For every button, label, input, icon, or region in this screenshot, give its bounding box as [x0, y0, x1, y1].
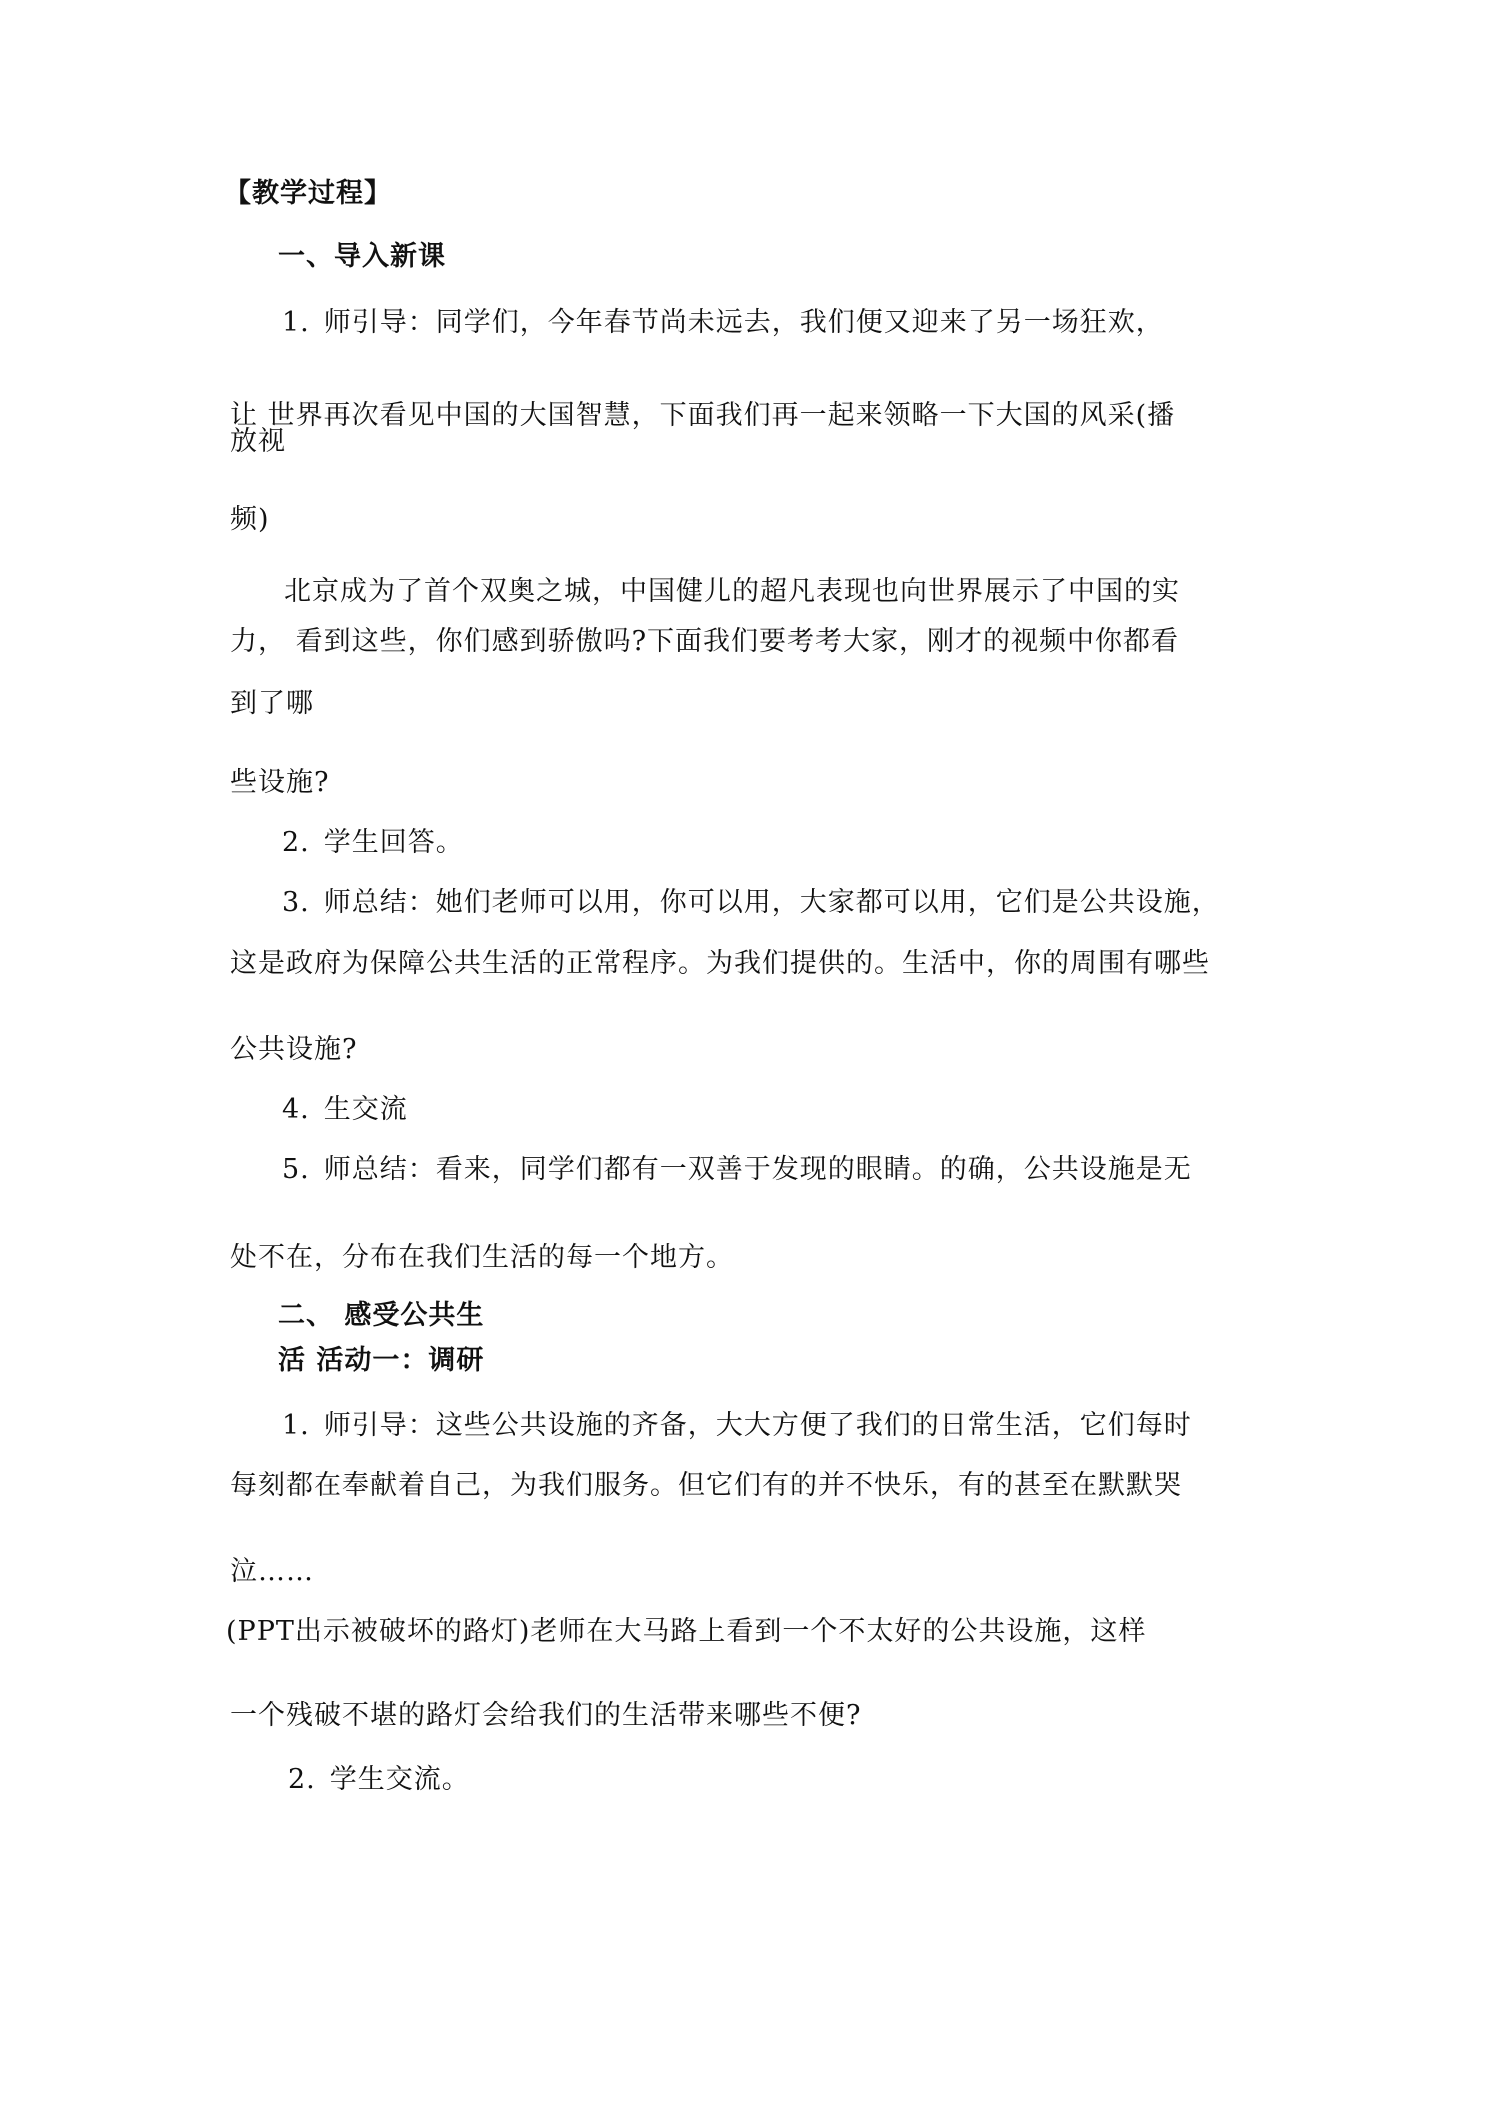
paragraph-text: 学生交流。 [329, 1764, 470, 1795]
paragraph-3-line-2: 这是政府为保障公共生活的正常程序。为我们提供的。生活中，你的周围有哪些 [230, 948, 1210, 979]
paragraph-text: 学生回答。 [323, 827, 464, 858]
paragraph-1-line-3: 放视 [230, 426, 286, 457]
paragraph-1b-line-4: 些设施? [230, 767, 330, 798]
paragraph-text: 生交流 [323, 1094, 408, 1125]
paragraph-1-line-4: 频) [230, 504, 270, 535]
part2-heading-line-2: 活 活动一：调研 [278, 1345, 485, 1376]
item-number: 2. [282, 827, 310, 858]
paragraph-1-line-2: 让 世界再次看见中国的大国智慧，下面我们再一起来领略一下大国的风采(播 [230, 400, 1176, 431]
paragraph-1b-line-1: 北京成为了首个双奥之城，中国健儿的超凡表现也向世界展示了中国的实 [284, 576, 1180, 607]
paragraph-5-line-2: 处不在，分布在我们生活的每一个地方。 [230, 1242, 734, 1273]
paragraph-1b-line-3: 到了哪 [230, 688, 314, 719]
paragraph-5-line-1 [282, 1152, 1192, 1188]
item-number: 1. [282, 1410, 310, 1441]
paragraph-3-line-1 [282, 885, 1220, 921]
item-number: 4. [282, 1094, 310, 1125]
paragraph-1b-line-2: 力， 看到这些，你们感到骄傲吗?下面我们要考考大家，刚才的视频中你都看 [230, 626, 1180, 657]
part1-heading: 一、导入新课 [278, 241, 446, 272]
activity-paragraph-1-line-3: 泣…… [230, 1556, 314, 1587]
activity-paragraph-1-line-2: 每刻都在奉献着自己，为我们服务。但它们有的并不快乐，有的甚至在默默哭 [230, 1470, 1182, 1501]
part2-heading: 二、 感受公共生 [278, 1300, 485, 1331]
paragraph-text: 师总结：看来，同学们都有一双善于发现的眼睛。的确，公共设施是无 [323, 1154, 1192, 1185]
item-number: 3. [282, 887, 310, 918]
item-number: 2. [288, 1764, 316, 1795]
activity-paragraph-1-line-4: (PPT出示被破坏的路灯)老师在大马路上看到一个不太好的公共设施，这样 [226, 1616, 1147, 1647]
paragraph-2 [282, 825, 464, 861]
paragraph-1-line-1 [282, 305, 1164, 341]
activity-paragraph-1-line-1 [282, 1408, 1192, 1444]
paragraph-text: 师引导：这些公共设施的齐备，大大方便了我们的日常生活，它们每时 [323, 1410, 1192, 1441]
section-title: 【教学过程】 [224, 178, 392, 209]
paragraph-text: 师总结：她们老师可以用，你可以用，大家都可以用，它们是公共设施， [323, 887, 1220, 918]
activity-paragraph-2 [288, 1762, 470, 1798]
paragraph-text: 师引导：同学们，今年春节尚未远去，我们便又迎来了另一场狂欢， [323, 307, 1164, 338]
item-number: 1. [282, 307, 310, 338]
item-number: 5. [282, 1154, 310, 1185]
activity-paragraph-1-line-5: 一个残破不堪的路灯会给我们的生活带来哪些不便? [230, 1700, 862, 1731]
paragraph-3-line-3: 公共设施? [230, 1034, 358, 1065]
paragraph-4 [282, 1092, 408, 1128]
